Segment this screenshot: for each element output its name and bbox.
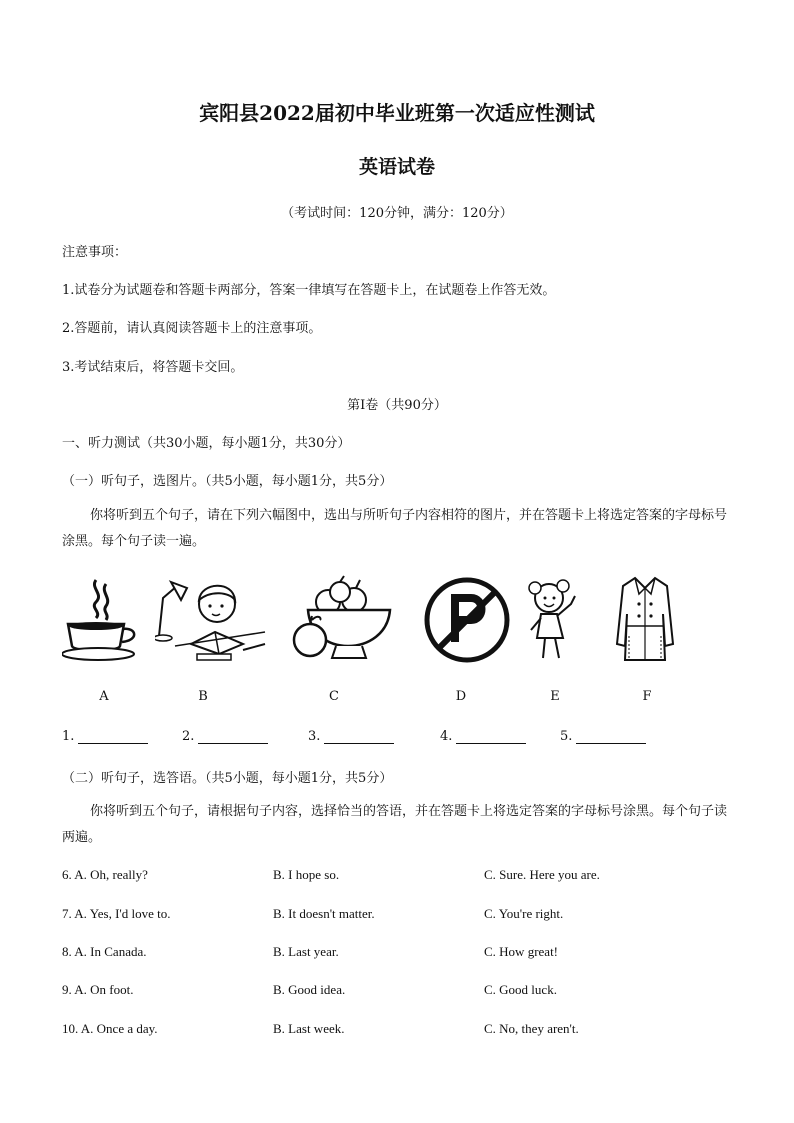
note-item-1: 1.试卷分为试题卷和答题卡两部分，答案一律填写在答题卡上，在试题卷上作答无效。: [62, 283, 556, 298]
q7-option-c: C. You're right.: [484, 906, 564, 921]
q7-option-a: 7. A. Yes, I'd love to.: [62, 906, 171, 921]
sub2-heading: （二）听句子，选答语。（共5小题，每小题1分，共5分）: [62, 771, 393, 786]
section-heading: 一、听力测试（共30小题，每小题1分，共30分）: [62, 436, 351, 451]
note-item-3: 3.考试结束后，将答题卡交回。: [62, 360, 244, 375]
blank-number: 3.: [308, 729, 321, 744]
q8-option-b: B. Last year.: [273, 944, 339, 959]
boy-studying-icon: [155, 574, 270, 666]
q9-option-c: C. Good luck.: [484, 982, 557, 997]
answer-blank-3[interactable]: [308, 729, 394, 744]
blank-line[interactable]: [324, 729, 394, 744]
fruit-bowl-icon: [290, 574, 395, 666]
note-item-2: 2.答题前，请认真阅读答题卡上的注意事项。: [62, 321, 322, 336]
q10-option-a: 10. A. Once a day.: [62, 1021, 158, 1036]
blank-line[interactable]: [456, 729, 526, 744]
answer-blank-5[interactable]: [560, 729, 646, 744]
picture-label-a: A: [99, 689, 109, 704]
q6-option-a: 6. A. Oh, really?: [62, 867, 148, 882]
blank-number: 5.: [560, 729, 573, 744]
answer-blank-2[interactable]: [182, 729, 268, 744]
blank-line[interactable]: [78, 729, 148, 744]
sub1-heading: （一）听句子，选图片。（共5小题，每小题1分，共5分）: [62, 474, 393, 489]
part-title: 第Ⅰ卷（共90分）: [347, 398, 447, 413]
answer-blank-1[interactable]: [62, 729, 148, 744]
q6-option-c: C. Sure. Here you are.: [484, 867, 600, 882]
picture-label-f: F: [642, 689, 652, 704]
picture-label-e: E: [550, 689, 560, 704]
picture-label-c: C: [329, 689, 339, 704]
girl-waving-icon: [523, 574, 583, 666]
blank-number: 1.: [62, 729, 75, 744]
q10-option-b: B. Last week.: [273, 1021, 345, 1036]
exam-title: 宾阳县2022届初中毕业班第一次适应性测试: [199, 101, 595, 125]
picture-label-b: B: [198, 689, 208, 704]
blank-number: 4.: [440, 729, 453, 744]
picture-label-d: D: [455, 689, 467, 704]
answer-blank-4[interactable]: [440, 729, 526, 744]
exam-subtitle: 英语试卷: [358, 156, 435, 178]
q8-option-a: 8. A. In Canada.: [62, 944, 147, 959]
q10-option-c: C. No, they aren't.: [484, 1021, 579, 1036]
q9-option-b: B. Good idea.: [273, 982, 346, 997]
q9-option-a: 9. A. On foot.: [62, 982, 134, 997]
blank-number: 2.: [182, 729, 195, 744]
q7-option-b: B. It doesn't matter.: [273, 906, 375, 921]
sub1-instructions: 你将听到五个句子，请在下列六幅图中，选出与所听句子内容相符的图片，并在答题卡上将选定答案的字母标号涂黑。每个句子读一遍。: [62, 508, 728, 549]
blank-line[interactable]: [198, 729, 268, 744]
notes-heading: 注意事项：: [62, 245, 128, 260]
coat-icon: [613, 574, 678, 666]
q8-option-c: C. How great!: [484, 944, 559, 959]
q6-option-b: B. I hope so.: [273, 867, 340, 882]
sub2-instructions: 你将听到五个句子，请根据句子内容，选择恰当的答语，并在答题卡上将选定答案的字母标号涂黑。每个句子读两遍。: [62, 804, 728, 845]
coffee-cup-icon: [62, 574, 142, 666]
blank-line[interactable]: [576, 729, 646, 744]
no-parking-icon: [423, 574, 515, 666]
exam-info: （考试时间：120分钟，满分：120分）: [281, 206, 513, 221]
